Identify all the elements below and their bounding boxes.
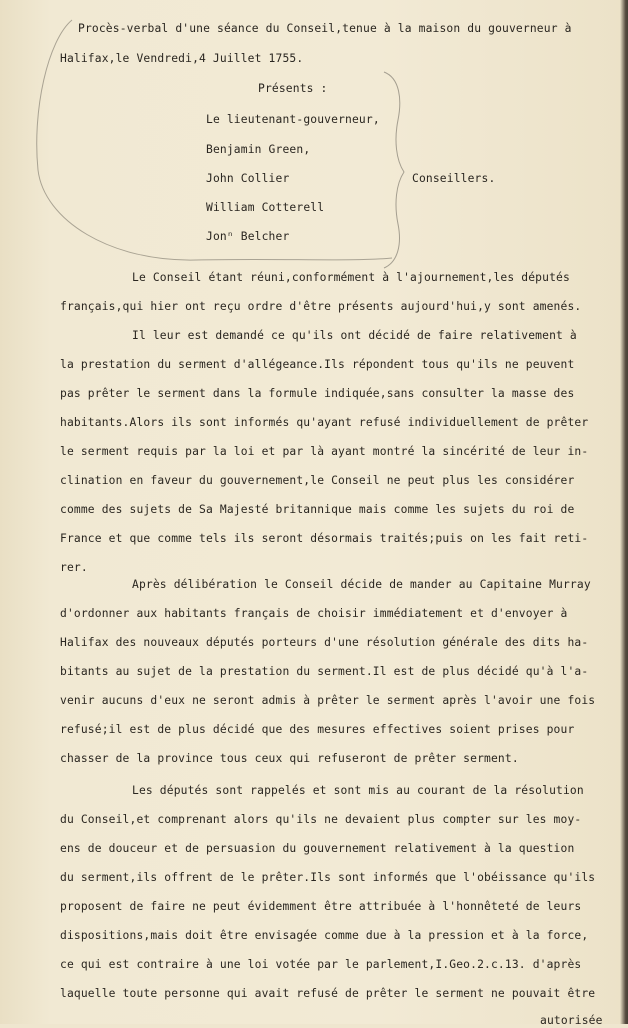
body-line: du Conseil,et comprenant alors qu'ils ne devaient plus compter sur les moy- <box>60 813 582 826</box>
body-line: du serment,ils offrent de le prêter.Ils sont informés que l'obéissance qu'ils <box>60 871 596 884</box>
body-line: Le Conseil étant réuni,conformément à l'ajournement,les députés <box>132 271 570 284</box>
header-line-1: Procès-verbal d'une séance du Conseil,tenue à la maison du gouverneur à <box>78 22 572 35</box>
body-line: bitants au sujet de la prestation du serment.Il est de plus décidé qu'à l'a- <box>60 665 589 678</box>
body-line: Les députés sont rappelés et sont mis au courant de la résolution <box>132 784 584 797</box>
body-line: habitants.Alors ils sont informés qu'ayant refusé individuellement de prêter <box>60 416 589 429</box>
header-line-2: Halifax,le Vendredi,4 Juillet 1755. <box>60 52 304 65</box>
attendees-heading: Présents : <box>258 82 328 95</box>
body-line: laquelle toute personne qui avait refusé de prêter le serment ne pouvait être <box>60 987 596 1000</box>
body-line: clination en faveur du gouvernement,le Conseil ne peut plus les considérer <box>60 474 575 487</box>
body-line: rer. <box>60 561 88 574</box>
body-line: refusé;il est de plus décidé que des mesures effectives soient prises pour <box>60 723 575 736</box>
body-line: d'ordonner aux habitants français de choisir immédiatement et d'envoyer à <box>60 607 568 620</box>
body-line: le serment requis par la loi et par là ayant montré la sincérité de leur in- <box>60 445 589 458</box>
body-line: chasser de la province tous ceux qui refuseront de prêter serment. <box>60 752 519 765</box>
attendee-name: Jonⁿ Belcher <box>206 230 290 243</box>
body-line: comme des sujets de Sa Majesté britannique mais comme les sujets du roi de <box>60 503 575 516</box>
body-line: ce qui est contraire à une loi votée par le parlement,I.Geo.2.c.13. d'après <box>60 958 582 971</box>
attendee-name: John Collier <box>206 172 290 185</box>
body-line: venir aucuns d'eux ne seront admis à prêter le serment après l'avoir une fois <box>60 694 596 707</box>
body-line: français,qui hier ont reçu ordre d'être présents aujourd'hui,y sont amenés. <box>60 300 582 313</box>
body-line: ens de douceur et de persuasion du gouvernement relativement à la question <box>60 842 575 855</box>
body-line: Il leur est demandé ce qu'ils ont décidé de faire relativement à <box>132 329 577 342</box>
attendee-name: Benjamin Green, <box>206 143 311 156</box>
body-line: la prestation du serment d'allégeance.Ils répondent tous qu'ils ne peuvent <box>60 358 575 371</box>
page-right-edge <box>620 0 628 1024</box>
councillors-label: Conseillers. <box>412 172 496 185</box>
body-line: pas prêter le serment dans la formule indiquée,sans consulter la masse des <box>60 387 575 400</box>
body-line: autorisée <box>540 1014 603 1027</box>
body-line: Halifax des nouveaux députés porteurs d'une résolution générale des dits ha- <box>60 636 589 649</box>
body-line: dispositions,mais doit être envisagée comme due à la pression et à la force, <box>60 929 589 942</box>
body-line: proposent de faire ne peut évidemment être attribuée à l'honnêteté de leurs <box>60 900 582 913</box>
attendee-name: Le lieutenant-gouverneur, <box>206 113 380 126</box>
attendee-name: William Cotterell <box>206 201 325 214</box>
body-line: France et que comme tels ils seront désormais traités;puis on les fait reti- <box>60 532 589 545</box>
body-line: Après délibération le Conseil décide de mander au Capitaine Murray <box>132 578 591 591</box>
